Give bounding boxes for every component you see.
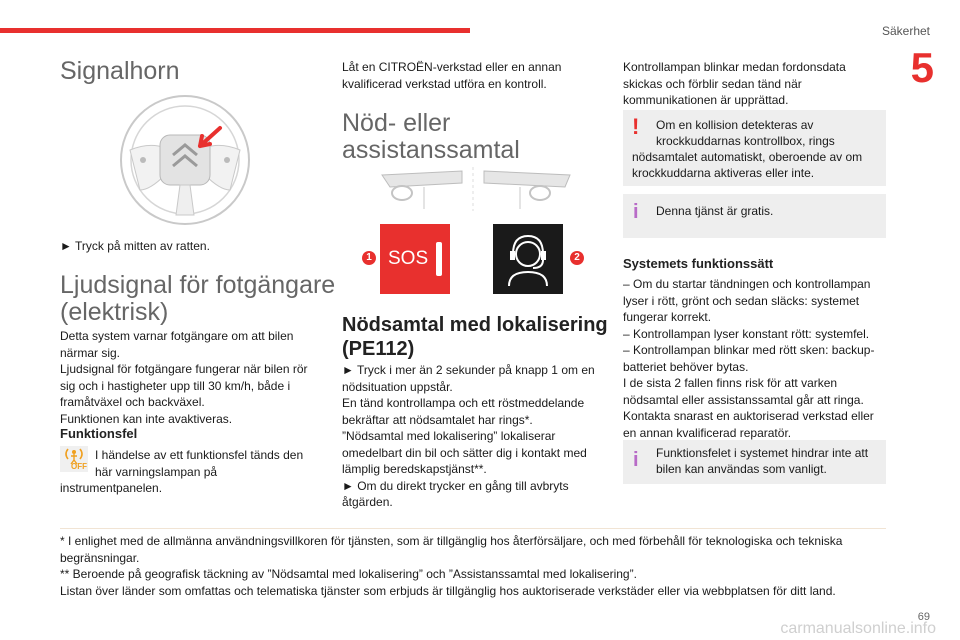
text-line: närmar sig. [60, 345, 121, 360]
text-line: Låt en CITROËN-verkstad eller en annan [342, 60, 562, 74]
page-number: 69 [917, 611, 930, 623]
text-line: Kontakta snarast en auktoriserad verkstad eller [623, 409, 874, 423]
text-line: Detta system varnar fotgängare om att bilen [60, 329, 294, 343]
text-line: nödsamtalet automatiskt, oberoende av om [632, 150, 863, 164]
chapter-number: 5 [910, 44, 934, 91]
footnote-line: ** Beroende på geografisk täckning av ”Nödsamtal med lokalisering” och ”Assistanssamtal med lokalisering”. [60, 567, 637, 581]
footnote-line: * I enlighet med de allmänna användningsvillkoren för tjänsten, som är tillgänglig hos återförsäljare, och med förbehåll för teknologiska och tekniska [60, 534, 843, 548]
horn-title: Signalhorn [60, 57, 180, 85]
text-line: – Kontrollampan blinkar med rött sken: backup- [623, 343, 875, 357]
footnote-line: Listan över länder som omfattas och telematiska tjänster som erbjuds är tillgänglig hos auktoriserade verkstäder eller via webbplatsen för ditt land. [60, 583, 836, 598]
info-text: Denna tjänst är gratis. [656, 204, 774, 218]
text-line: en annan kvalificerad reparatör. [623, 425, 792, 440]
section-title: Säkerhet [881, 24, 930, 38]
info-icon: i [633, 449, 639, 471]
watermark: carmanualsonline.info [780, 620, 936, 637]
pedestrian-description [60, 328, 320, 427]
pe112-description [342, 362, 612, 511]
text-line: lyser i rött, grönt och sedan släcks: systemet [623, 293, 860, 308]
text-line: instrumentpanelen. [60, 481, 163, 495]
warning-box [623, 110, 886, 186]
horn-instruction: ► Tryck på mitten av ratten. [60, 239, 210, 253]
callout-badge-2: 2 [570, 251, 584, 265]
text-line: skickas och förblir sedan tänd när [623, 76, 802, 91]
pe112-heading-line2: (PE112) [342, 338, 415, 360]
pedestrian-sound-off-lamp-icon [60, 446, 88, 472]
text-line: I de sista 2 fallen finns risk för att varken [623, 376, 838, 390]
text-line: lämplig beredskapstjänst**. [342, 462, 487, 476]
text-line: nödsamtal eller assistanssamtal går att ringa. [623, 392, 864, 407]
steering-wheel-illustration [110, 90, 260, 230]
footnote-divider [60, 528, 886, 529]
text-line: Funktionen kan inte avaktiveras. [60, 411, 233, 426]
text-line: ”Nödsamtal med lokalisering” lokaliserar [342, 429, 556, 443]
assistance-button[interactable] [493, 224, 563, 294]
text-line: ► Tryck i mer än 2 sekunder på knapp 1 om en [342, 363, 595, 377]
text-line: Kontrollampan blinkar medan fordonsdata [623, 60, 846, 74]
text-line: åtgärden. [342, 495, 393, 509]
sos-button[interactable] [380, 224, 450, 294]
pe112-heading-line1: Nödsamtal med lokalisering [342, 314, 608, 336]
text-line: krockkuddarnas kontrollbox, rings [656, 134, 835, 148]
pedestrian-title-line1: Ljudsignal för fotgängare [60, 271, 336, 299]
text-line: här varningslampan på [95, 464, 218, 479]
text-line: En tänd kontrollampa och ett röstmeddelande [342, 396, 585, 410]
text-line: ► Om du direkt trycker en gång till avbryts [342, 478, 569, 493]
assistance-headset-icon [493, 224, 563, 294]
emergency-title-line2: assistanssamtal [342, 136, 520, 164]
text-line: Funktionsfelet i systemet hindrar inte att [656, 446, 869, 460]
lamp-off-label: OFF [71, 462, 87, 471]
pedestrian-title-line2: (elektrisk) [60, 298, 169, 326]
sos-label: SOS [388, 248, 429, 269]
system-function-heading: Systemets funktionssätt [623, 256, 774, 271]
footnotes [60, 533, 890, 599]
text-line: bilen kan användas som vanligt. [656, 462, 827, 476]
text-line: batteriet behöver bytas. [623, 359, 749, 374]
text-line: – Kontrollampan lyser konstant rött: systemfel. [623, 326, 870, 341]
warning-exclamation-icon: ! [632, 114, 640, 139]
fault-heading: Funktionsfel [60, 426, 138, 441]
text-line: fungerar korrekt. [623, 310, 712, 324]
text-line: nödsituation uppstår. [342, 379, 453, 394]
info-box-free-service [623, 194, 886, 238]
header-accent-bar [0, 28, 470, 33]
system-function-description [623, 276, 888, 441]
text-line: kommunikationen är upprättad. [623, 93, 789, 107]
callout-badge-1: 1 [362, 251, 376, 265]
info-box-fault [623, 440, 886, 484]
sos-indicator-bar [436, 242, 442, 276]
emergency-title-line1: Nöd- eller [342, 109, 451, 137]
info-icon: i [633, 201, 639, 223]
text-line: Om en kollision detekteras av [656, 118, 814, 132]
text-line: omedelbart din bil och sätter dig i kontakt med [342, 445, 587, 460]
text-line: Ljudsignal för fotgängare fungerar när bilen rör [60, 362, 308, 376]
text-line: I händelse av ett funktionsfel tänds den [95, 448, 304, 462]
text-line: kvalificerad verkstad utföra en kontroll. [342, 76, 547, 91]
text-line: sig och i hastigheter upp till 30 km/h, både i [60, 378, 291, 393]
text-line: bekräftar att nödsamtalet har rings*. [342, 412, 533, 427]
ceiling-console-illustration [380, 163, 580, 213]
text-line: framåtväxel och backväxel. [60, 395, 205, 409]
text-line: – Om du startar tändningen och kontrollampan [623, 277, 871, 291]
text-line: krockkuddarna aktiveras eller inte. [632, 166, 815, 180]
footnote-line: begränsningar. [60, 550, 140, 565]
